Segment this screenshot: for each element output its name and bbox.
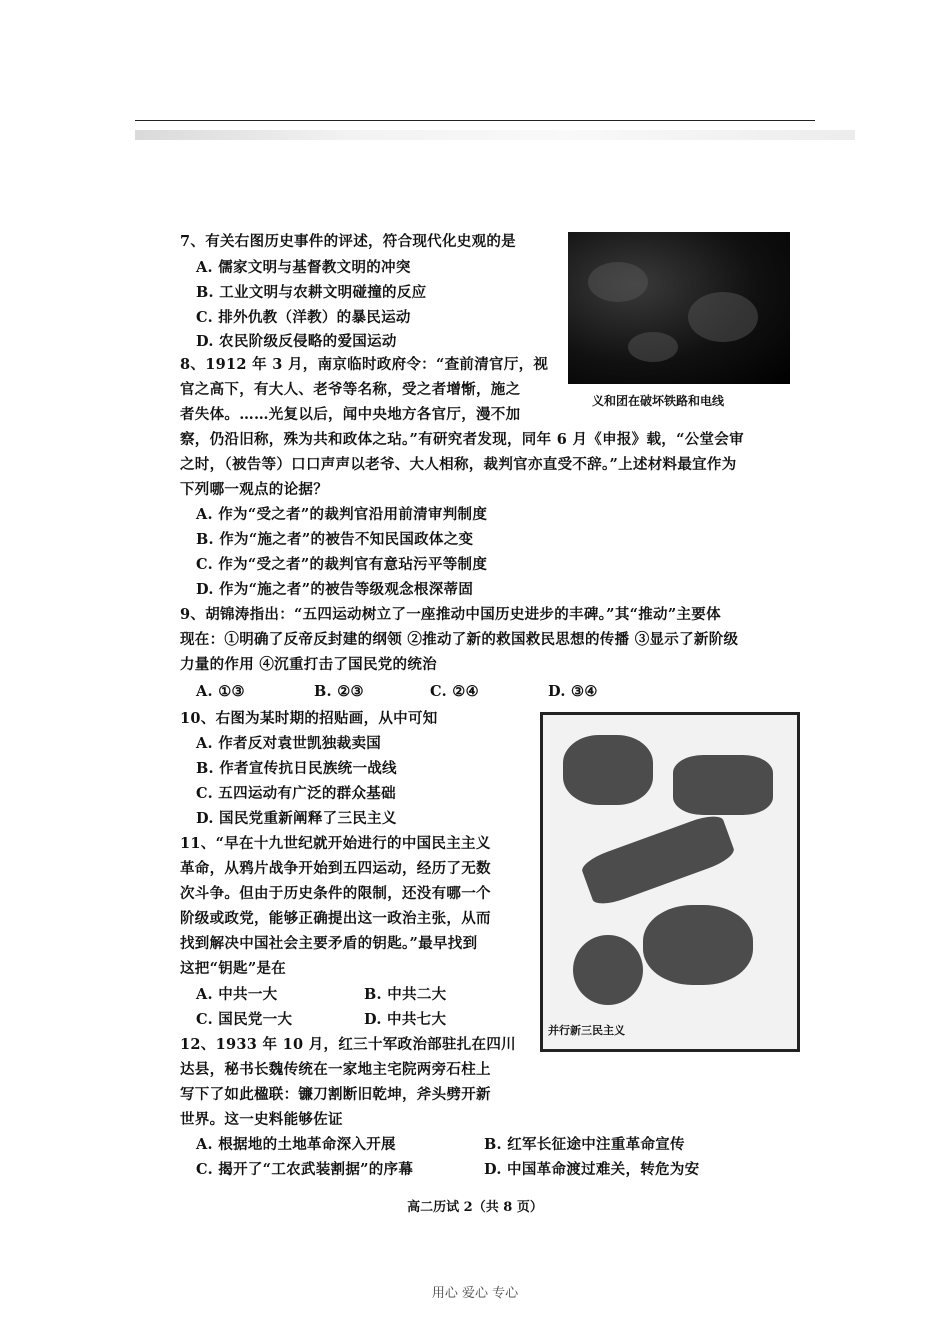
q9-line-3: 力量的作用 ④沉重打击了国民党的统治 (180, 656, 437, 673)
footer-motto: 用心 爱心 专心 (431, 1286, 519, 1301)
q7-stem: 7、有关右图历史事件的评述，符合现代化史观的是 (180, 233, 516, 250)
q10-option-a: A. 作者反对袁世凯独裁卖国 (196, 735, 382, 752)
q8-option-d: D. 作为“施之者”的被告等级观念根深蒂固 (196, 581, 474, 598)
q11-line-1: 11、“早在十九世纪就开始进行的中国民主主义 (180, 835, 491, 852)
q7-option-d: D. 农民阶级反侵略的爱国运动 (196, 333, 397, 350)
q11-line-6: 这把“钥匙”是在 (180, 960, 287, 977)
q8-option-c: C. 作为“受之者”的裁判官有意玷污平等制度 (196, 556, 488, 573)
q12-line-2: 达县，秘书长魏传统在一家地主宅院两旁石柱上 (180, 1061, 491, 1078)
q10-option-c: C. 五四运动有广泛的群众基础 (196, 785, 396, 802)
q11-option-c: C. 国民党一大 (196, 1011, 293, 1028)
q10-option-b: B. 作者宣传抗日民族统一战线 (196, 760, 397, 777)
q11-option-b: B. 中共二大 (364, 986, 447, 1003)
q9-option-b: B. ②③ (314, 683, 364, 700)
q8-line-3: 者失体。……光复以后，闻中央地方各官厅，漫不加 (180, 406, 521, 423)
propaganda-poster (540, 712, 800, 1052)
q12-line-3: 写下了如此楹联：镰刀割断旧乾坤，斧头劈开新 (180, 1086, 491, 1103)
q9-line-2: 现在：①明确了反帝反封建的纲领 ②推动了新的救国救民思想的传播 ③显示了新阶级 (180, 631, 739, 648)
q8-line-4: 察，仍沿旧称，殊为共和政体之玷。”有研究者发现，同年 6 月《申报》载，“公堂会审 (180, 431, 744, 448)
q9-line-1: 9、胡锦涛指出：“五四运动树立了一座推动中国历史进步的丰碑。”其“推动”主要体 (180, 606, 721, 623)
poster-caption: 并行新三民主义 (548, 1024, 625, 1037)
q12-option-d: D. 中国革命渡过难关，转危为安 (484, 1161, 700, 1178)
scan-artifact-band (135, 130, 855, 140)
page-number: 高二历试 2（共 8 页） (407, 1200, 543, 1215)
q8-line-6: 下列哪一观点的论据？ (180, 481, 328, 498)
boxer-rebellion-photo (568, 232, 790, 384)
q8-line-5: 之时，（被告等）口口声声以老爷、大人相称，裁判官亦直受不辞。”上述材料最宜作为 (180, 456, 737, 473)
q9-option-a: A. ①③ (196, 683, 245, 700)
photo-caption: 义和团在破坏铁路和电线 (592, 394, 725, 408)
q8-option-b: B. 作为“施之者”的被告不知民国政体之变 (196, 531, 474, 548)
q8-line-2: 官之高下，有大人、老爷等名称，受之者增惭，施之 (180, 381, 521, 398)
q11-line-4: 阶级或政党，能够正确提出这一政治主张，从而 (180, 910, 491, 927)
q10-option-d: D. 国民党重新阐释了三民主义 (196, 810, 397, 827)
q8-option-a: A. 作为“受之者”的裁判官沿用前清审判制度 (196, 506, 488, 523)
q11-line-3: 次斗争。但由于历史条件的限制，还没有哪一个 (180, 885, 491, 902)
q7-option-c: C. 排外仇教（洋教）的暴民运动 (196, 309, 411, 326)
q12-option-c: C. 揭开了“工农武装割据”的序幕 (196, 1161, 414, 1178)
header-rule (135, 120, 815, 121)
q12-option-a: A. 根据地的土地革命深入开展 (196, 1136, 396, 1153)
q9-option-d: D. ③④ (548, 683, 598, 700)
q11-option-d: D. 中共七大 (364, 1011, 447, 1028)
q12-line-1: 12、1933 年 10 月，红三十军政治部驻扎在四川 (180, 1036, 516, 1053)
q8-line-1: 8、1912 年 3 月，南京临时政府令：“查前清官厅，视 (180, 356, 549, 373)
q10-stem: 10、右图为某时期的招贴画，从中可知 (180, 710, 438, 727)
q12-option-b: B. 红军长征途中注重革命宣传 (484, 1136, 685, 1153)
q11-option-a: A. 中共一大 (196, 986, 278, 1003)
q9-option-c: C. ②④ (430, 683, 479, 700)
q11-line-2: 革命，从鸦片战争开始到五四运动，经历了无数 (180, 860, 491, 877)
q7-option-a: A. 儒家文明与基督教文明的冲突 (196, 259, 411, 276)
q7-option-b: B. 工业文明与农耕文明碰撞的反应 (196, 284, 427, 301)
q12-line-4: 世界。这一史料能够佐证 (180, 1111, 343, 1128)
q11-line-5: 找到解决中国社会主要矛盾的钥匙。”最早找到 (180, 935, 478, 952)
